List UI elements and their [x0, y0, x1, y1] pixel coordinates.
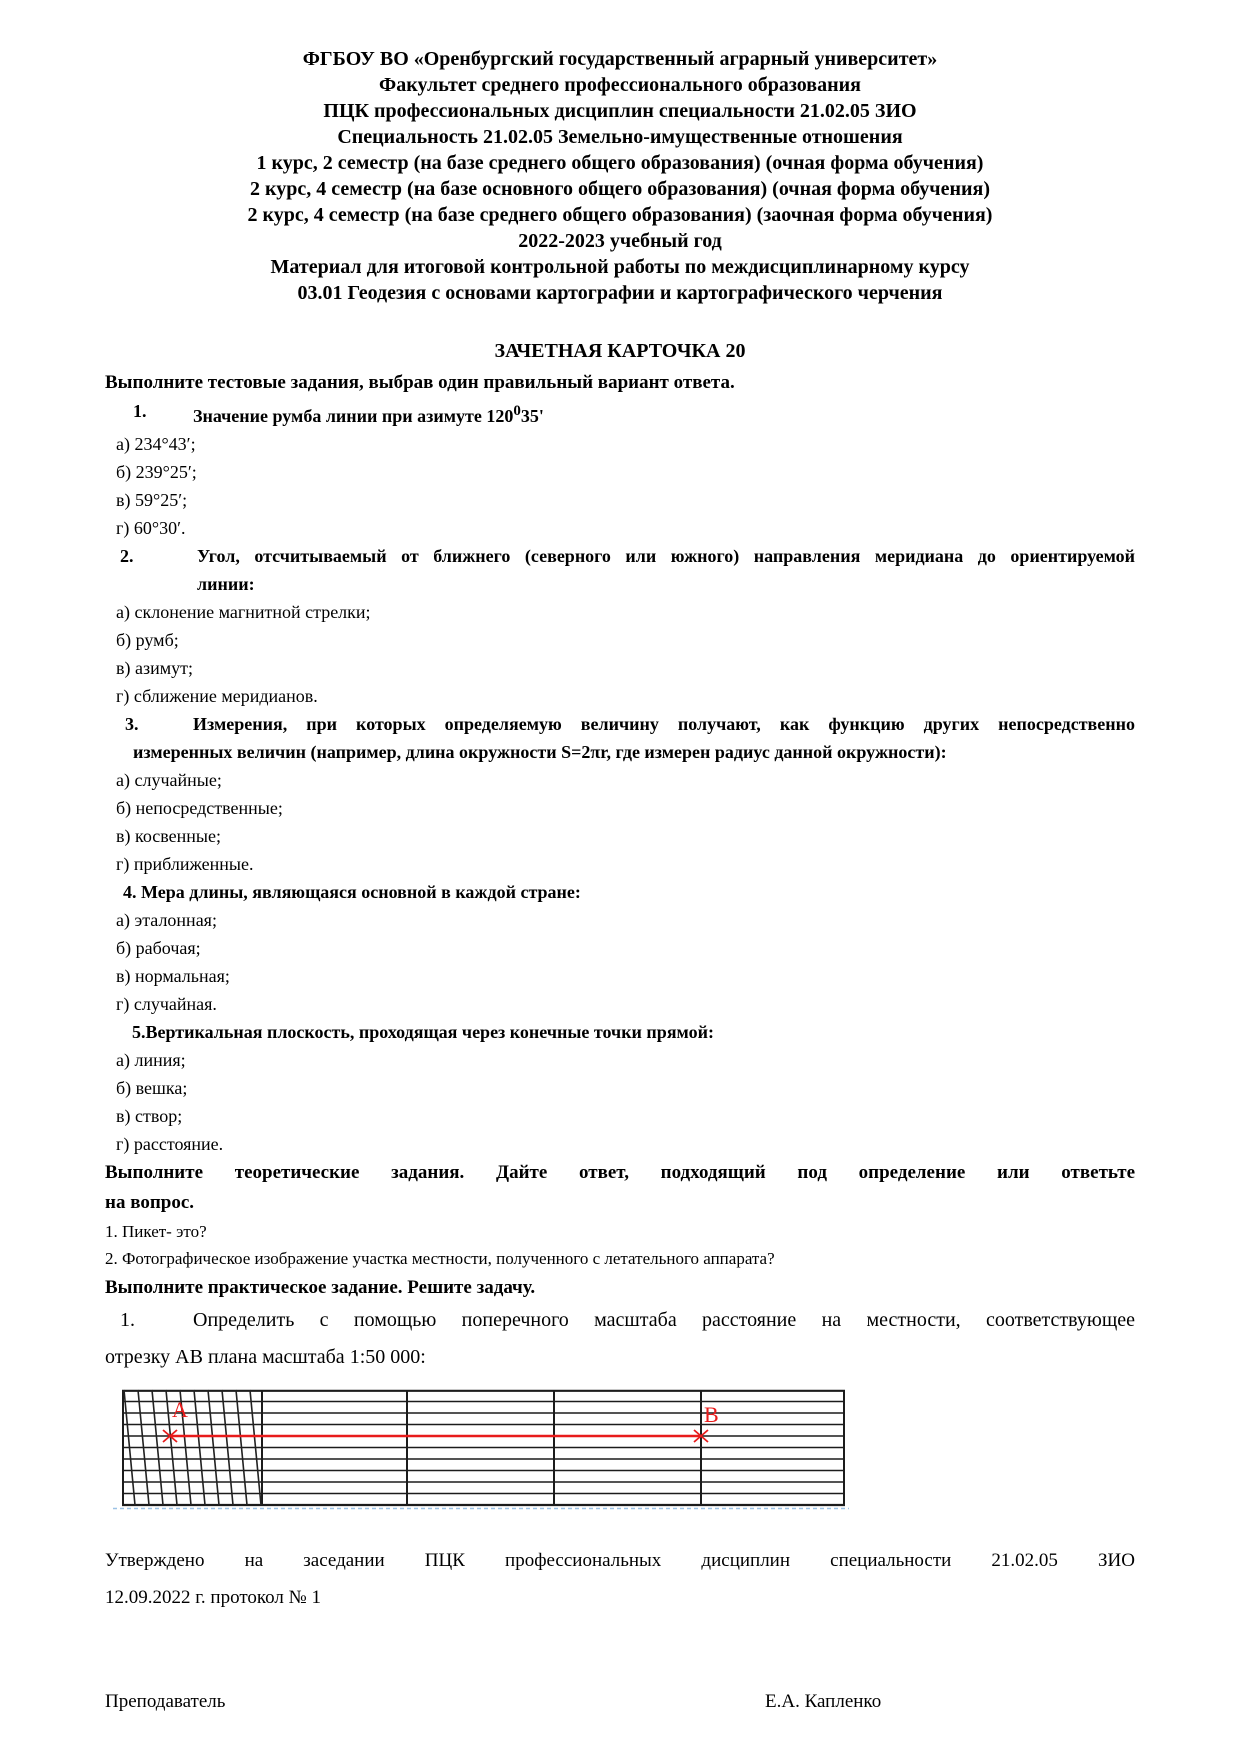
theory-section-heading	[105, 1158, 1135, 1218]
approval-line: Утверждено на заседании ПЦК профессиональных дисциплин специальности 21.02.05 ЗИО	[105, 1550, 1135, 1571]
question-text: линии:	[197, 574, 255, 594]
transversal-scale-diagram	[122, 1390, 1135, 1512]
question-text: Измерения, при которых определяемую величину получают, как функцию других непосредственно	[193, 714, 1135, 734]
question-text: измеренных величин (например, длина окружности S=2πr, где измерен радиус данной окружности):	[133, 742, 947, 762]
answer-option: б) непосредственные;	[116, 798, 283, 818]
answer-option: в) створ;	[116, 1106, 183, 1126]
answer-option: в) азимут;	[116, 658, 193, 678]
question-text: Значение румба линии при азимуте 120	[193, 406, 514, 426]
header-line: 03.01 Геодезия с основами картографии и картографического черчения	[297, 282, 943, 304]
answer-option: а) 234°43′;	[116, 434, 196, 454]
question-5: 5.Вертикальная плоскость, проходящая через конечные точки прямой:	[132, 1022, 714, 1042]
answer-option: в) нормальная;	[116, 966, 230, 986]
page-title: ЗАЧЕТНАЯ КАРТОЧКА 20	[494, 340, 746, 362]
header-line: 2 курс, 4 семестр (на базе среднего общего образования) (заочная форма обучения)	[247, 204, 993, 226]
question-1	[105, 397, 1135, 430]
header-line: Материал для итоговой контрольной работы по междисциплинарному курсу	[270, 256, 970, 278]
answer-option: в) 59°25′;	[116, 490, 188, 510]
question-2	[105, 542, 1135, 598]
answer-option: б) вешка;	[116, 1078, 188, 1098]
point-b-label: В	[704, 1402, 719, 1427]
theory-heading-line: Выполните теоретические задания. Дайте ответ, подходящий под определение или ответьте	[105, 1162, 1135, 1183]
approval-note	[105, 1542, 1135, 1616]
question-number: 1.	[133, 401, 147, 421]
question-text: 35'	[520, 406, 544, 426]
task-text: Определить с помощью поперечного масштаба расстояние на местности, соответствующее	[193, 1309, 1135, 1331]
answer-option: в) косвенные;	[116, 826, 221, 846]
teacher-name: Е.А. Капленко	[765, 1691, 882, 1712]
document-header	[105, 46, 1135, 306]
grid-horizontal-lines	[122, 1391, 845, 1505]
header-line: ПЦК профессиональных дисциплин специальности 21.02.05 ЗИО	[323, 100, 917, 122]
theory-question: 1. Пикет- это?	[105, 1222, 207, 1241]
question-4: 4. Мера длины, являющаяся основной в каждой стране:	[123, 882, 581, 902]
header-line: ФГБОУ ВО «Оренбургский государственный аграрный университет»	[302, 48, 938, 70]
segment-ab	[163, 1397, 719, 1442]
answer-option: а) случайные;	[116, 770, 222, 790]
answer-option: а) линия;	[116, 1050, 186, 1070]
question-superscript: 0	[513, 403, 521, 419]
answer-option: г) сближение меридианов.	[116, 686, 318, 706]
header-line: 2 курс, 4 семестр (на базе основного общего образования) (очная форма обучения)	[249, 178, 990, 200]
answer-option: г) 60°30′.	[116, 518, 186, 538]
question-text: Угол, отсчитываемый от ближнего (северного или южного) направления меридиана до ориентируемой	[197, 546, 1135, 566]
answer-option: г) расстояние.	[116, 1134, 224, 1154]
test-instruction: Выполните тестовые задания, выбрав один правильный вариант ответа.	[105, 372, 735, 393]
theory-heading-line: на вопрос.	[105, 1192, 195, 1213]
teacher-role-label: Преподаватель	[105, 1691, 226, 1712]
signature-row	[105, 1688, 1135, 1715]
answer-option: б) румб;	[116, 630, 179, 650]
header-line: 2022-2023 учебный год	[518, 230, 722, 252]
task-number: 1.	[120, 1309, 135, 1331]
practice-task	[105, 1302, 1135, 1376]
question-number: 3.	[125, 714, 139, 734]
header-line: Факультет среднего профессионального образования	[379, 74, 861, 96]
answer-option: г) случайная.	[116, 994, 217, 1014]
header-line: 1 курс, 2 семестр (на базе среднего общего образования) (очная форма обучения)	[256, 152, 984, 174]
practice-section-heading: Выполните практическое задание. Решите задачу.	[105, 1277, 536, 1298]
scale-grid-figure	[122, 1390, 846, 1512]
approval-line: 12.09.2022 г. протокол № 1	[105, 1587, 321, 1608]
task-text: отрезку АВ плана масштаба 1:50 000:	[105, 1346, 426, 1368]
question-3	[105, 710, 1135, 766]
header-line: Специальность 21.02.05 Земельно-имущественные отношения	[337, 126, 903, 148]
question-number: 2.	[120, 546, 134, 566]
theory-question: 2. Фотографическое изображение участка местности, полученного с летательного аппарата?	[105, 1249, 775, 1268]
answer-option: б) рабочая;	[116, 938, 201, 958]
answer-option: г) приближенные.	[116, 854, 254, 874]
answer-option: а) эталонная;	[116, 910, 217, 930]
answer-option: а) склонение магнитной стрелки;	[116, 602, 371, 622]
answer-option: б) 239°25′;	[116, 462, 197, 482]
point-a-label: А	[172, 1397, 188, 1422]
